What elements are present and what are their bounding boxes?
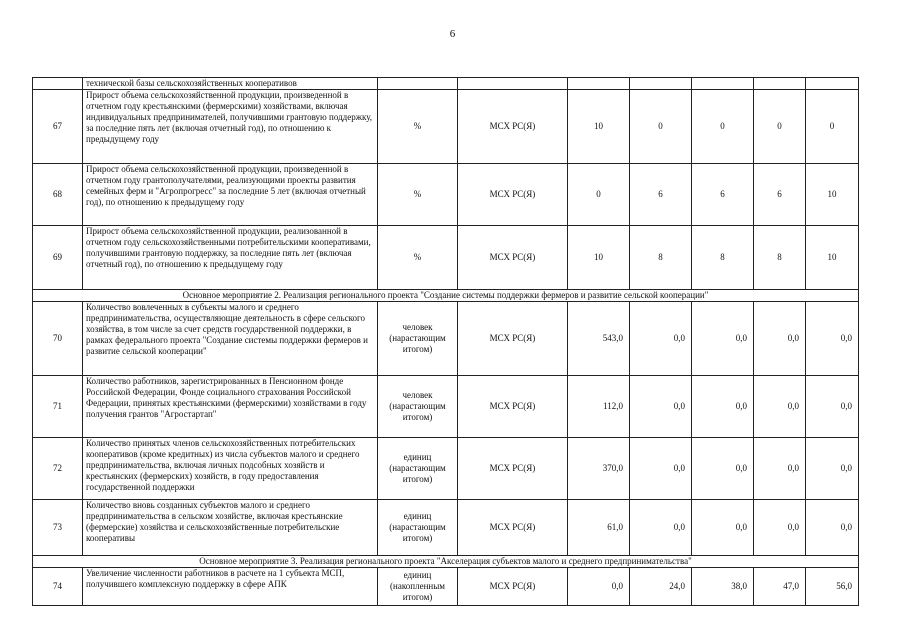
indicator-value: 8 xyxy=(692,226,754,290)
row-number: 71 xyxy=(33,376,83,438)
indicator-name: Количество принятых членов сельскохозяйственных потребительских кооперативов (кроме кредитных) из числа субъектов малого и среднего предпринимательства, включая личных подсобных хозяйств и крестьянских (фермерских) хозяйств, в году предоставления государственной поддержки xyxy=(83,438,378,500)
row-number: 67 xyxy=(33,90,83,164)
indicator-table xyxy=(32,77,859,606)
indicator-value: 10 xyxy=(568,90,630,164)
indicator-value: 8 xyxy=(754,226,806,290)
section-header-row xyxy=(33,290,859,302)
table-row xyxy=(33,376,859,438)
table-row xyxy=(33,302,859,376)
indicator-value: 0,0 xyxy=(806,438,859,500)
table-row xyxy=(33,500,859,556)
indicator-value xyxy=(754,78,806,90)
indicator-value: 112,0 xyxy=(568,376,630,438)
responsible-org: МСХ РС(Я) xyxy=(458,302,568,376)
indicator-value: 0,0 xyxy=(630,500,692,556)
unit-of-measure: единиц (нарастающим итогом) xyxy=(378,500,458,556)
indicator-value: 0,0 xyxy=(806,500,859,556)
indicator-name: Прирост объема сельскохозяйственной продукции, произведенной в отчетном году крестьянскими (фермерскими) хозяйствами, включая индивидуальных предпринимателей, получившими грантовую поддержку, за последние пять лет (включая отчетный год), по отношению к предыдущему году xyxy=(83,90,378,164)
unit-of-measure: единиц (накопленным итогом) xyxy=(378,568,458,606)
indicator-value: 38,0 xyxy=(692,568,754,606)
indicator-value: 543,0 xyxy=(568,302,630,376)
indicator-value: 47,0 xyxy=(754,568,806,606)
indicator-value: 6 xyxy=(630,164,692,226)
table-row xyxy=(33,78,859,90)
table-row xyxy=(33,90,859,164)
unit-of-measure: % xyxy=(378,226,458,290)
row-number: 70 xyxy=(33,302,83,376)
unit-of-measure: % xyxy=(378,164,458,226)
indicator-value: 8 xyxy=(630,226,692,290)
indicator-value: 0,0 xyxy=(568,568,630,606)
indicator-value: 0,0 xyxy=(692,500,754,556)
row-number: 72 xyxy=(33,438,83,500)
indicator-value xyxy=(568,78,630,90)
indicator-name: Количество вновь созданных субъектов малого и среднего предпринимательства в сельском хозяйстве, включая крестьянские (фермерские) хозяйства и сельскохозяйственные потребительские кооперативы xyxy=(83,500,378,556)
indicator-value: 0,0 xyxy=(754,302,806,376)
unit-of-measure: % xyxy=(378,90,458,164)
indicator-name: Количество вовлеченных в субъекты малого и среднего предпринимательства, осуществляющие деятельность в сфере сельского хозяйства, в том числе за счет средств государственной поддержки, в рамках федерального проекта "Создание системы поддержки фермеров и развитие сельской кооперации" xyxy=(83,302,378,376)
row-number: 73 xyxy=(33,500,83,556)
indicator-value: 370,0 xyxy=(568,438,630,500)
table-row xyxy=(33,438,859,500)
indicator-name: Прирост объема сельскохозяйственной продукции, произведенной в отчетном году грантополучателями, реализующими проекты развития семейных ферм и "Агропрогресс" за последние 5 лет (включая отчетный год), по отношению к предыдущему году xyxy=(83,164,378,226)
indicator-value: 0,0 xyxy=(630,438,692,500)
indicator-value: 0 xyxy=(692,90,754,164)
indicator-value xyxy=(692,78,754,90)
indicator-value: 0,0 xyxy=(692,302,754,376)
section-title: Основное мероприятие 2. Реализация регионального проекта "Создание системы поддержки фермеров и развитие сельской кооперации" xyxy=(33,290,859,302)
responsible-org: МСХ РС(Я) xyxy=(458,438,568,500)
indicator-value: 6 xyxy=(692,164,754,226)
row-number: 68 xyxy=(33,164,83,226)
indicator-value: 0 xyxy=(754,90,806,164)
indicator-value: 0,0 xyxy=(630,376,692,438)
section-title: Основное мероприятие 3. Реализация регионального проекта "Акселерация субъектов малого и среднего предпринимательства" xyxy=(33,556,859,568)
unit-of-measure: человек (нарастающим итогом) xyxy=(378,302,458,376)
unit-of-measure: человек (нарастающим итогом) xyxy=(378,376,458,438)
row-number xyxy=(33,78,83,90)
responsible-org: МСХ РС(Я) xyxy=(458,226,568,290)
indicator-value: 0,0 xyxy=(692,376,754,438)
unit-of-measure xyxy=(378,78,458,90)
responsible-org: МСХ РС(Я) xyxy=(458,90,568,164)
indicator-value: 10 xyxy=(568,226,630,290)
indicator-value: 24,0 xyxy=(630,568,692,606)
indicator-value: 0 xyxy=(630,90,692,164)
table-row xyxy=(33,164,859,226)
responsible-org xyxy=(458,78,568,90)
indicator-value: 0,0 xyxy=(692,438,754,500)
indicator-name: Прирост объема сельскохозяйственной продукции, реализованной в отчетном году сельскохозяйственными потребительскими кооперативами, получившими грантовую поддержку, за последние пять лет (включая отчетный год), по отношению к предыдущему году xyxy=(83,226,378,290)
indicator-value: 10 xyxy=(806,226,859,290)
indicator-value: 0,0 xyxy=(754,500,806,556)
responsible-org: МСХ РС(Я) xyxy=(458,164,568,226)
indicator-value: 0,0 xyxy=(754,376,806,438)
indicator-value: 0,0 xyxy=(806,376,859,438)
indicator-value: 0,0 xyxy=(806,302,859,376)
section-header-row xyxy=(33,556,859,568)
indicator-value: 6 xyxy=(754,164,806,226)
indicator-value: 0 xyxy=(568,164,630,226)
indicator-value: 56,0 xyxy=(806,568,859,606)
row-number: 69 xyxy=(33,226,83,290)
row-number: 74 xyxy=(33,568,83,606)
indicator-value: 0 xyxy=(806,90,859,164)
indicator-value: 0,0 xyxy=(630,302,692,376)
indicator-value: 10 xyxy=(806,164,859,226)
responsible-org: МСХ РС(Я) xyxy=(458,376,568,438)
responsible-org: МСХ РС(Я) xyxy=(458,568,568,606)
indicator-name: Количество работников, зарегистрированных в Пенсионном фонде Российской Федерации, Фонде социального страхования Российской Федерации, принятых крестьянскими (фермерскими) хозяйствами в году получения грантов "Агростартап" xyxy=(83,376,378,438)
indicator-name: Увеличение численности работников в расчете на 1 субъекта МСП, получившего комплексную поддержку в сфере АПК xyxy=(83,568,378,606)
table-row xyxy=(33,568,859,606)
indicator-value xyxy=(806,78,859,90)
indicator-value: 0,0 xyxy=(754,438,806,500)
table-row xyxy=(33,226,859,290)
responsible-org: МСХ РС(Я) xyxy=(458,500,568,556)
indicator-value: 61,0 xyxy=(568,500,630,556)
unit-of-measure: единиц (нарастающим итогом) xyxy=(378,438,458,500)
page-number: 6 xyxy=(449,28,456,40)
indicator-value xyxy=(630,78,692,90)
indicator-name: технической базы сельскохозяйственных кооперативов xyxy=(83,78,378,90)
